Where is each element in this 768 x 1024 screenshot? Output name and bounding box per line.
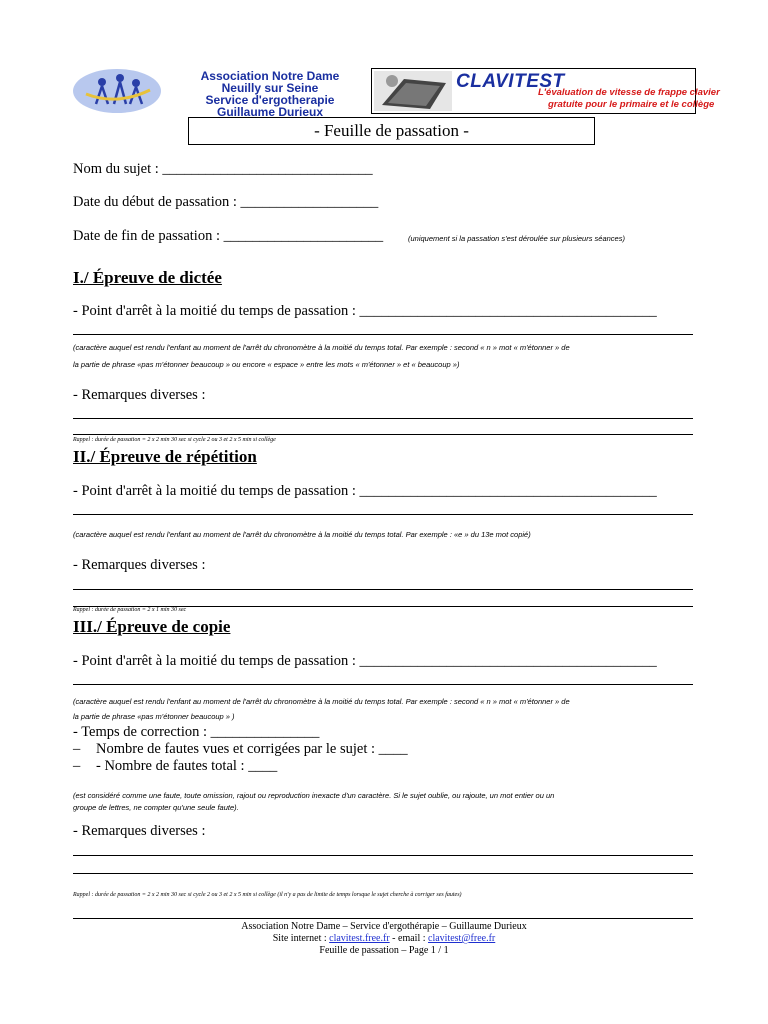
list-dash: – xyxy=(73,741,81,757)
footer-page-number: Feuille de passation – Page 1 / 1 xyxy=(319,945,449,956)
copie-remarques-line xyxy=(73,873,693,874)
repetition-point: - Point d'arrêt à la moitié du temps de passation : _________________________________________ xyxy=(73,483,657,499)
copie-note-2: la partie de phrase «pas m'étonner beaucoup » ) xyxy=(73,712,235,721)
tagline-1: L'évaluation de vitesse de frappe clavier xyxy=(538,87,720,98)
keyboard-image xyxy=(374,71,452,111)
field-date-fin: Date de fin de passation : ______________________ xyxy=(73,228,384,244)
dictee-remarques-line xyxy=(73,418,693,419)
copie-faute-note-2: groupe de lettres, ne compter qu'une seule faute). xyxy=(73,803,239,812)
copie-remarques-line xyxy=(73,855,693,856)
tagline-2: gratuite pour le primaire et le collège xyxy=(548,99,715,110)
footer-email-label: email : xyxy=(398,933,429,944)
field-nom: Nom du sujet : _____________________________ xyxy=(73,161,373,177)
assoc-line: Service d'ergotherapie xyxy=(205,93,335,107)
dictee-point: - Point d'arrêt à la moitié du temps de passation : _________________________________________ xyxy=(73,303,657,319)
copie-temps-correction: - Temps de correction : _______________ xyxy=(73,724,320,740)
copie-point-line xyxy=(73,684,693,685)
association-logo xyxy=(72,68,162,114)
footer-email-link[interactable]: clavitest@free.fr xyxy=(428,933,496,944)
field-date-debut: Date du début de passation : ___________________ xyxy=(73,194,379,210)
copie-fautes-total: - Nombre de fautes total : ____ xyxy=(96,758,278,774)
copie-remarques: - Remarques diverses : xyxy=(73,823,206,839)
dictee-note-1: (caractère auquel est rendu l'enfant au moment de l'arrêt du chronomètre à la moitié du temps total. Par exemple : second « n » mot « m'étonner » de xyxy=(73,343,570,352)
brand-name: CLAVITEST xyxy=(456,71,565,92)
copie-faute-note-1: (est considéré comme une faute, toute omission, rajout ou reproduction inexacte d'un caractère. Si le sujet oublie, ou rajoute, un mot entier ou un xyxy=(73,791,555,800)
dictee-point-line xyxy=(73,334,693,335)
repetition-rappel: Rappel : durée de passation = 2 x 1 min 30 sec xyxy=(73,607,187,613)
footer-line-1: Association Notre Dame – Service d'ergothérapie – Guillaume Durieux xyxy=(241,921,527,932)
repetition-point-line xyxy=(73,514,693,515)
dictee-remarques-line xyxy=(73,434,693,435)
repetition-note-1: (caractère auquel est rendu l'enfant au moment de l'arrêt du chronomètre à la moitié du temps total. Par exemple : «e » du 13e mot copié) xyxy=(73,530,531,539)
copie-rappel: Rappel : durée de passation = 2 x 2 min 30 sec si cycle 2 ou 3 et 2 x 5 min si collège (il n'y a pas de limite de temps lorsque le sujet cherche à corriger ses fautes) xyxy=(73,892,462,898)
repetition-remarques: - Remarques diverses : xyxy=(73,557,206,573)
page-title: - Feuille de passation - xyxy=(188,117,595,145)
dictee-remarques: - Remarques diverses : xyxy=(73,387,206,403)
association-name xyxy=(170,70,370,118)
copie-point: - Point d'arrêt à la moitié du temps de passation : _________________________________________ xyxy=(73,653,657,669)
copie-fautes-vues: Nombre de fautes vues et corrigées par le sujet : ____ xyxy=(96,741,408,757)
section-copie-heading: III./ Épreuve de copie xyxy=(73,617,231,636)
footer-rule xyxy=(73,918,693,919)
assoc-line: Guillaume Durieux xyxy=(216,105,324,119)
footer-site-link[interactable]: clavitest.free.fr xyxy=(329,933,390,944)
clavitest-banner xyxy=(371,68,720,114)
section-repetition-heading: II./ Épreuve de répétition xyxy=(73,447,257,466)
footer-sep: - xyxy=(389,933,399,944)
assoc-line: Neuilly sur Seine xyxy=(221,81,319,95)
section-dictee-heading: I./ Épreuve de dictée xyxy=(73,268,222,287)
footer-contact xyxy=(0,933,768,944)
repetition-remarques-line xyxy=(73,589,693,590)
dictee-note-2: la partie de phrase «pas m'étonner beaucoup » ou encore « espace » entre les mots « m'étonner » et « beaucoup ») xyxy=(73,360,460,369)
dictee-rappel: Rappel : durée de passation = 2 x 2 min 30 sec si cycle 2 ou 3 et 2 x 5 min si collège xyxy=(73,437,276,443)
assoc-line: Association Notre Dame xyxy=(200,69,340,83)
footer-site-label: Site internet : xyxy=(272,933,330,944)
copie-note-1: (caractère auquel est rendu l'enfant au moment de l'arrêt du chronomètre à la moitié du temps total. Par exemple : second « n » mot « m'étonner » de xyxy=(73,697,570,706)
field-date-fin-note: (uniquement si la passation s'est déroulée sur plusieurs séances) xyxy=(408,234,625,243)
list-dash: – xyxy=(73,758,81,774)
